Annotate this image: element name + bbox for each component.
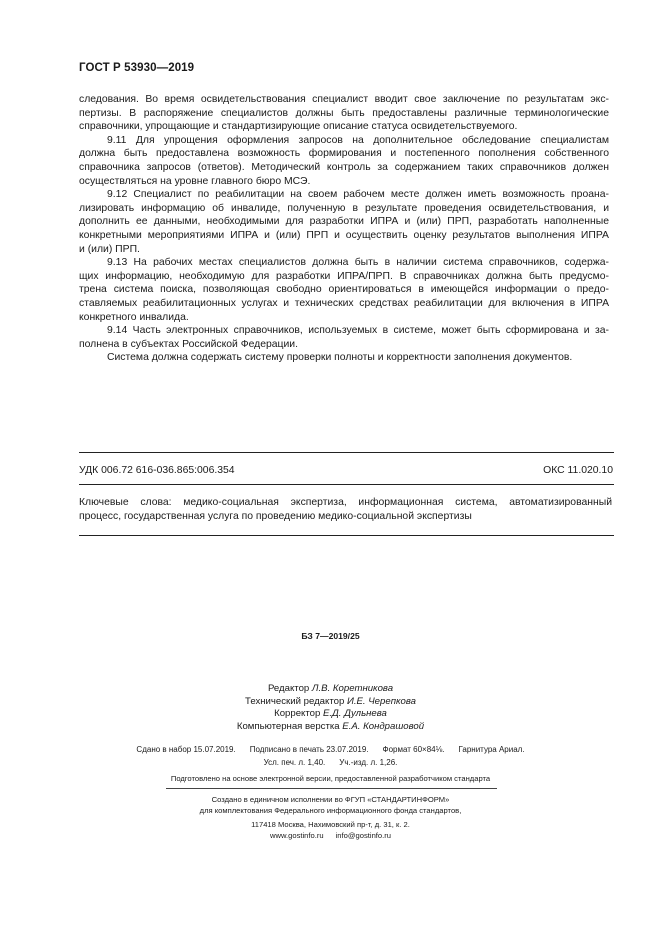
body-line: справочники, упрощающие и стандартизирующие описание статуса освидетельствуемого. [79,121,518,133]
keywords-line: Ключевые слова: медико-социальная экспертиза, информационная система, автоматизированный [79,497,612,508]
keywords-line: процесс, государственная услуга по проведению медико-социальной экспертизы [79,511,472,522]
body-line: дополнить ее данными, необходимыми для разработки ИПРА и (или) ПРП, разработать наполненные [79,216,609,228]
imprint-line: Сдано в набор 15.07.2019. Подписано в печать 23.07.2019. Формат 60×84⅛. Гарнитура Ариал. [136,745,525,754]
body-line: должна быть предоставлена возможность формирования и постепенного пополнения собственного [79,148,609,160]
divider [166,788,497,789]
body-line: трена система поиска, позволяющая свободно ориентироваться в имеющейся информации о предо- [79,284,609,296]
publisher-address: 117418 Москва, Нахимовский пр-т, д. 31, к. 2. www.gostinfo.ru info@gostinfo.ru [251,820,410,840]
body-line: следования. Во время освидетельствования специалист вводит свое заключение по результатам экс- [79,94,609,105]
credit-layout: Компьютерная верстка Е.А. Кондрашовой [236,720,425,732]
publisher-note: Создано в единичном исполнении во ФГУП «СТАНДАРТИНФОРМ» для комплектования Федерального информационного фонда стандартов, [199,795,462,815]
oks-code: ОКС 11.020.10 [543,465,613,476]
standard-header: ГОСТ Р 53930—2019 [79,62,195,74]
body-line: конкретными мероприятиями ИПРА и (или) ПРП и осуществить оценку результатов выполнения ИПРА [79,229,609,241]
body-line: справочника запросов (ответов). Методический контроль за содержанием таких справочников должен [79,161,609,173]
credit-editor: Редактор Л.В. Коретникова [267,683,394,694]
keywords [79,496,612,524]
divider [79,535,614,536]
credit-corrector: Корректор Е.Д. Дульнева [274,708,387,720]
body-line: и (или) ПРП. [79,243,140,255]
body-line: конкретного инвалида. [79,311,189,323]
credit-tech-editor: Технический редактор И.Е. Черепкова [245,695,416,707]
imprint [0,744,661,769]
divider [79,484,614,485]
body-line: полнена в субъектах Российской Федерации. [79,338,298,350]
credits [0,683,661,733]
email-link[interactable]: info@gostinfo.ru [335,831,392,840]
body-line: щих информацию, необходимую для разработки ИПРА/ПРП. В справочниках должна быть предусмо- [79,270,609,282]
body-line: Система должна содержать систему проверки полноты и корректности заполнения документов. [107,352,573,364]
body-line: ставляемых реабилитационных услугах и технических средствах реабилитации для включения в ИПРА [79,297,609,309]
clause-9-13: 9.13 На рабочих местах специалистов должна быть в наличии система справочников, содержа- [107,257,609,269]
clause-9-12: 9.12 Специалист по реабилитации на своем рабочем месте должен иметь возможность проана- [107,189,609,201]
bz-number: БЗ 7—2019/25 [301,631,360,641]
website-link[interactable]: www.gostinfo.ru [269,831,324,840]
divider [79,452,614,453]
clause-9-14: 9.14 Часть электронных справочников, используемых в системе, может быть сформирована и за- [107,325,609,337]
imprint-line: Усл. печ. л. 1,40. Уч.-изд. л. 1,26. [263,757,398,767]
udk-code: УДК 006.72 616-036.865:006.354 [79,465,235,476]
prepared-note: Подготовлено на основе электронной версии, предоставленной разработчиком стандарта [170,774,491,783]
body-line: осуществляться на уровне главного бюро МСЭ. [79,175,311,187]
body-line: лизировать информацию об инвалиде, полученную в результате проведения освидетельствования, и [79,202,609,214]
body-text [79,93,609,365]
clause-9-11: 9.11 Для упрощения оформления запросов на дополнительное обследование специалистам [107,134,609,146]
body-line: пертизы. В распоряжение специалистов должны быть предоставлены различные терминологические [79,107,609,119]
